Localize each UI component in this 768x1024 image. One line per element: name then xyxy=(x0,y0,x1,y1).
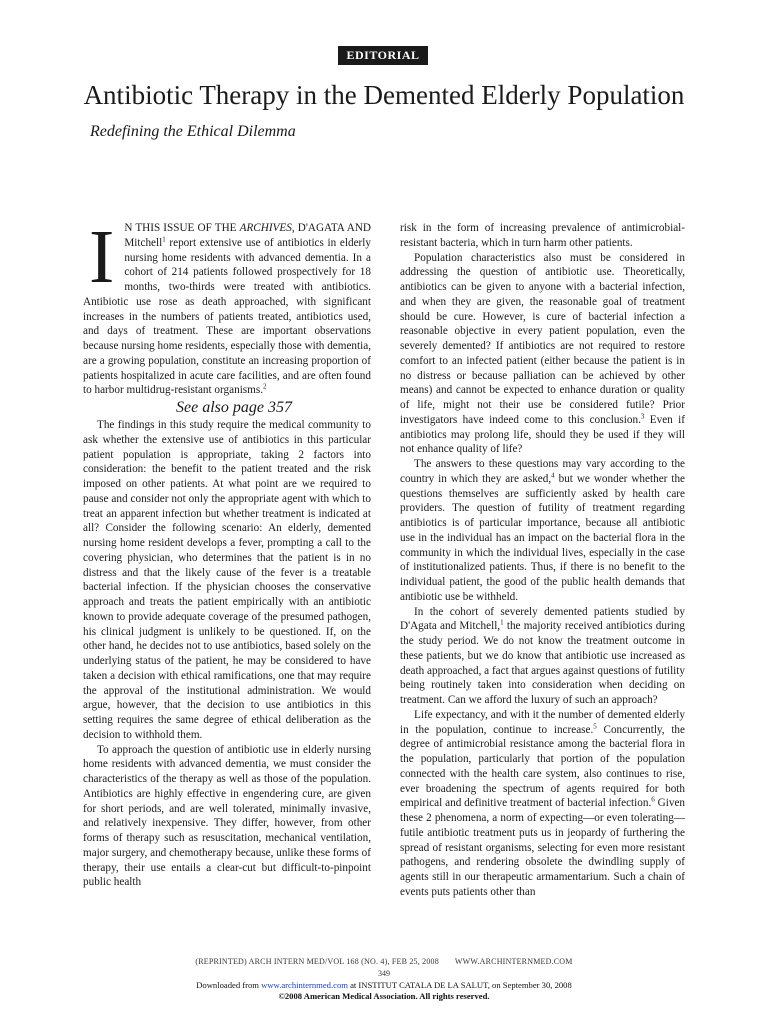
reference-superscript: 2 xyxy=(263,382,267,391)
paragraph-text: the majority received antibiotics during the study period. We do not know the treatment outcome in these patients, but we do know that antibiotic use increased as death approached, a fact that argues against questions of futility being routinely taken into consideration when deciding on treatment. Can we afford the luxury of such an approach? xyxy=(400,620,685,706)
intro-smallcaps: N THIS ISSUE OF THE xyxy=(124,222,240,234)
intro-authors: , D'AGATA AND xyxy=(291,222,372,234)
article-subtitle: Redefining the Ethical Dilemma xyxy=(90,123,296,140)
download-suffix: at INSTITUT CATALA DE LA SALUT, on September 30, 2008 xyxy=(347,980,572,990)
journal-citation: (REPRINTED) ARCH INTERN MED/VOL 168 (NO. 4), FEB 25, 2008 xyxy=(195,957,439,966)
download-notice xyxy=(0,980,768,990)
footer-citation-line xyxy=(0,957,768,966)
paragraph-text: The answers to these questions may vary according to the country in which they are asked, xyxy=(400,458,685,485)
body-paragraph: risk in the form of increasing prevalence of antimicrobial-resistant bacteria, which in turn harm other patients. xyxy=(400,222,685,249)
journal-website[interactable]: WWW.ARCHINTERNMED.COM xyxy=(454,957,573,966)
drop-cap: I xyxy=(89,215,115,299)
download-prefix: Downloaded from xyxy=(196,980,262,990)
reference-superscript: 4 xyxy=(551,471,555,480)
intro-paragraph xyxy=(83,215,372,398)
article-title: Antibiotic Therapy in the Demented Elderly Population xyxy=(83,80,685,110)
paragraph-text: but we wonder whether the questions themselves are sufficiently asked by health care providers. The question of futility of treatment regarding antibiotics is of particular importance, because all antibiotic use in the individual has an impact on the bacterial flora in the community in which the individual lives, especially in the case of institutionalized patients. Thus, if there is no benefit to the individual patient, the good of the public health demands that antibiotic use be withheld. xyxy=(400,472,685,603)
paragraph-text: report extensive use of antibiotics in elderly nursing home residents with advanced dementia. In a cohort of 214 patients followed prospectively for 18 months, two-thirds were treated with antibiotics. Antibiotic use rose as death approached, with significant increases in the numbers of patients treated, antibiotics used, and days of treatment. These are important observations because nursing home residents, especially those with dementia, are a growing population, constitute an increasing proportion of patients hospitalized in acute care facilities, and are often found to harbor multidrug-resistant organisms. xyxy=(83,236,371,397)
paragraph-text: Mitchell xyxy=(124,236,163,249)
left-column xyxy=(83,215,372,890)
body-paragraph xyxy=(400,251,685,458)
reference-superscript: 3 xyxy=(640,412,645,421)
paragraph-text: Even if antibiotics may prolong life, should they be used if they will not enhance quality of life? xyxy=(400,413,685,456)
copyright-notice: ©2008 American Medical Association. All rights reserved. xyxy=(278,991,490,1001)
paragraph-text: Population characteristics also must be considered in addressing the question of antibiotic use. Theoretically, antibiotics can be given to anyone with a bacterial infection, and when they are given, the reasonable goal of treatment should be cure. However, is cure of bacterial infection a reasonable objective in every patient population, even the severely demented? If antibiotics are not required to restore comfort to an infected patient (either because the patient is in no distress or because palliation can be achieved by other means) and cannot be expected to enhance duration or quality of life, might not their use be considered futile? Prior investigators have indeed come to this conclusion. xyxy=(400,251,685,426)
section-label: EDITORIAL xyxy=(338,46,428,65)
paragraph-text: In the cohort of severely demented patients studied by D'Agata and Mitchell, xyxy=(400,605,685,633)
right-column xyxy=(400,221,685,900)
body-paragraph: The findings in this study require the medical community to ask whether the extensive use of antibiotics in this particular patient population is appropriate, taking 2 factors into consideration: the benefit to the patient treated and the risk imposed on other patients. At what point are we required to pause and consider not only the appropriate agent with which to treat an apparent infection but whether treatment is indicated at all? Consider the following scenario: An elderly, demented nursing home resident develops a fever, prompting a call to the covering physician, who determines that the patient is in no distress and that the likely cause of the fever is a treatable bacterial infection. If the physician chooses the conservative approach and treats the patient empirically with an antibiotic known to provide adequate coverage of the presumed pathogen, his clinical judgment is unlikely to be questioned. If, on the other hand, he decides not to use antibiotics, based solely on the underlying status of the patient, he may be considered to have taken a decision with ethical ramifications, one that may require the approval of the institutional administration. We would argue, however, that the decision to use antibiotics in this setting requires the same degree of ethical deliberation as the decision to withhold them. xyxy=(83,419,371,741)
body-paragraph xyxy=(400,457,685,605)
body-paragraph xyxy=(400,708,685,900)
body-paragraph: To approach the question of antibiotic use in elderly nursing home residents with advanced dementia, we must consider the characteristics of the therapy as well as those of the population. Antibiotics are highly effective in engendering cure, are given for short periods, and are well tolerated, minimally invasive, and relatively inexpensive. They differ, however, from other forms of therapy such as resuscitation, mechanical ventilation, major surgery, and chemotherapy because, unlike these forms of therapy, their use entails a clear-cut but difficult-to-pinpoint public health xyxy=(83,743,371,889)
reference-superscript: 1 xyxy=(500,618,504,627)
reference-superscript: 1 xyxy=(162,235,166,244)
paragraph-text: Given these 2 phenomena, a norm of expecting—or even tolerating—futile antibiotic treatment puts us in jeopardy of furthering the spread of resistant organisms, selecting for even more resistant pathogens, and rendering obsolete the dwindling supply of agents still in our therapeutic armamentarium. Such a chain of events puts patients other than xyxy=(400,797,685,898)
download-link[interactable]: www.archinternmed.com xyxy=(261,980,348,990)
reference-superscript: 6 xyxy=(651,795,655,804)
see-also-link[interactable]: See also page 357 xyxy=(176,399,292,416)
paragraph-text: Concurrently, the degree of antimicrobial resistance among the bacterial flora in the population, particularly that portion of the population connected with the health care system, also continues to rise, ever broadening the spectrum of agents required for both empirical and definitive treatment of bacterial infection. xyxy=(400,723,685,810)
body-paragraph xyxy=(400,605,685,708)
journal-name: ARCHIVES xyxy=(239,222,292,234)
page-number: 349 xyxy=(378,969,390,978)
paragraph-text: Life expectancy, and with it the number of demented elderly in the population, continue to increase. xyxy=(400,708,685,736)
reference-superscript: 5 xyxy=(593,721,597,730)
